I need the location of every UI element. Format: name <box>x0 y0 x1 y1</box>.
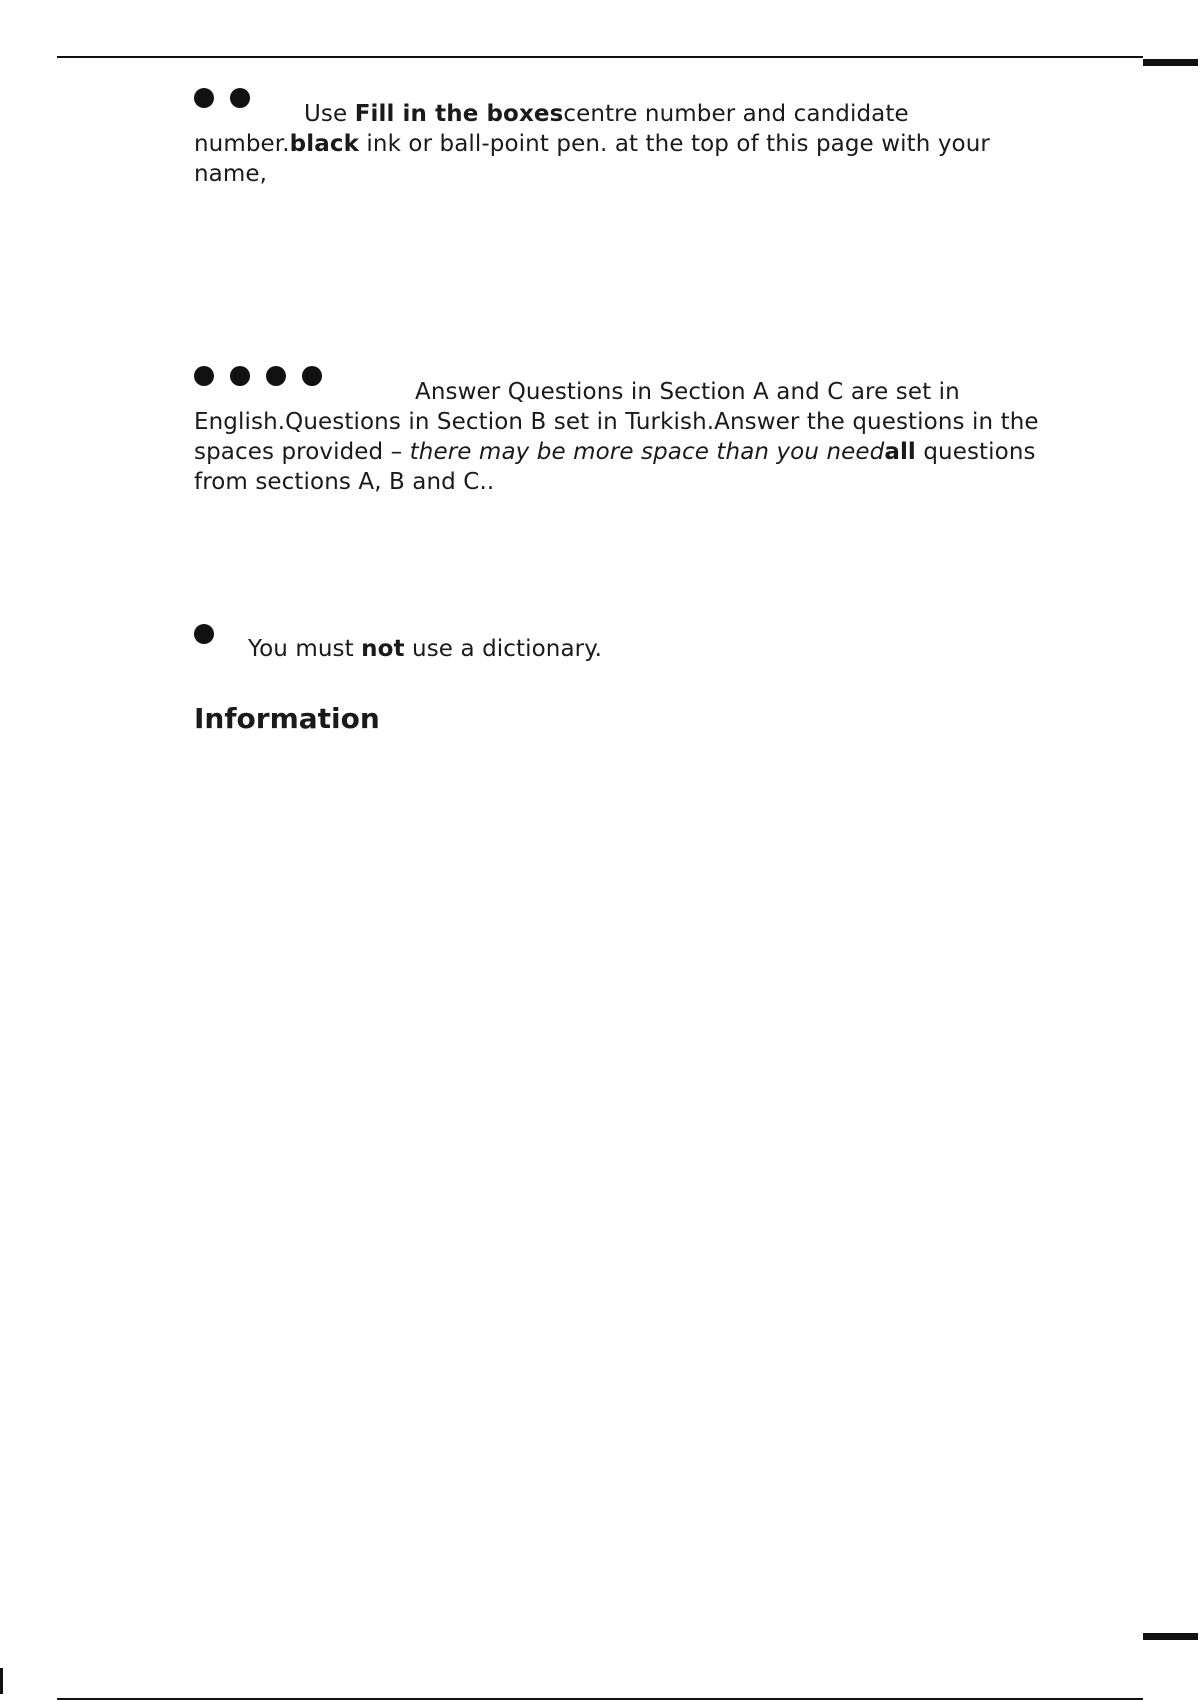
instruction-line: name, <box>194 161 268 187</box>
bullet-icon <box>194 624 214 644</box>
emphasis-bold: all <box>884 439 916 465</box>
instruction-block-fill-in-boxes <box>194 88 1094 189</box>
instruction-line: spaces provided – there may be more space than you needall questions <box>194 439 1036 465</box>
margin-mark-top <box>1143 59 1198 66</box>
bullet-icon <box>230 366 250 386</box>
instruction-block-dictionary <box>194 624 1094 664</box>
bullet-group <box>194 366 322 386</box>
bullet-group <box>194 88 250 108</box>
bullet-icon <box>194 366 214 386</box>
bullet-icon <box>230 88 250 108</box>
instruction-block-answer-questions <box>194 366 1094 497</box>
instruction-line: number.black ink or ball-point pen. at the top of this page with your <box>194 131 990 157</box>
top-rule <box>57 56 1143 58</box>
instruction-line: from sections A, B and C.. <box>194 469 495 495</box>
instruction-line: You must not use a dictionary. <box>248 636 603 662</box>
emphasis-bold: Fill in the boxes <box>354 101 564 127</box>
bullet-icon <box>266 366 286 386</box>
margin-mark-bottom <box>1143 1633 1198 1640</box>
instruction-line: Answer Questions in Section A and C are set in <box>415 379 960 405</box>
emphasis-bold: black <box>289 131 359 157</box>
instruction-line: Use Fill in the boxescentre number and candidate <box>304 101 909 127</box>
instruction-line: English.Questions in Section B set in Turkish.Answer the questions in the <box>194 409 1039 435</box>
information-heading: Information <box>194 702 380 735</box>
emphasis-italic: there may be more space than you need <box>409 439 885 465</box>
corner-tick <box>0 1668 3 1694</box>
bullet-icon <box>194 88 214 108</box>
bullet-icon <box>302 366 322 386</box>
emphasis-bold: not <box>361 636 405 662</box>
bullet-group <box>194 624 214 644</box>
